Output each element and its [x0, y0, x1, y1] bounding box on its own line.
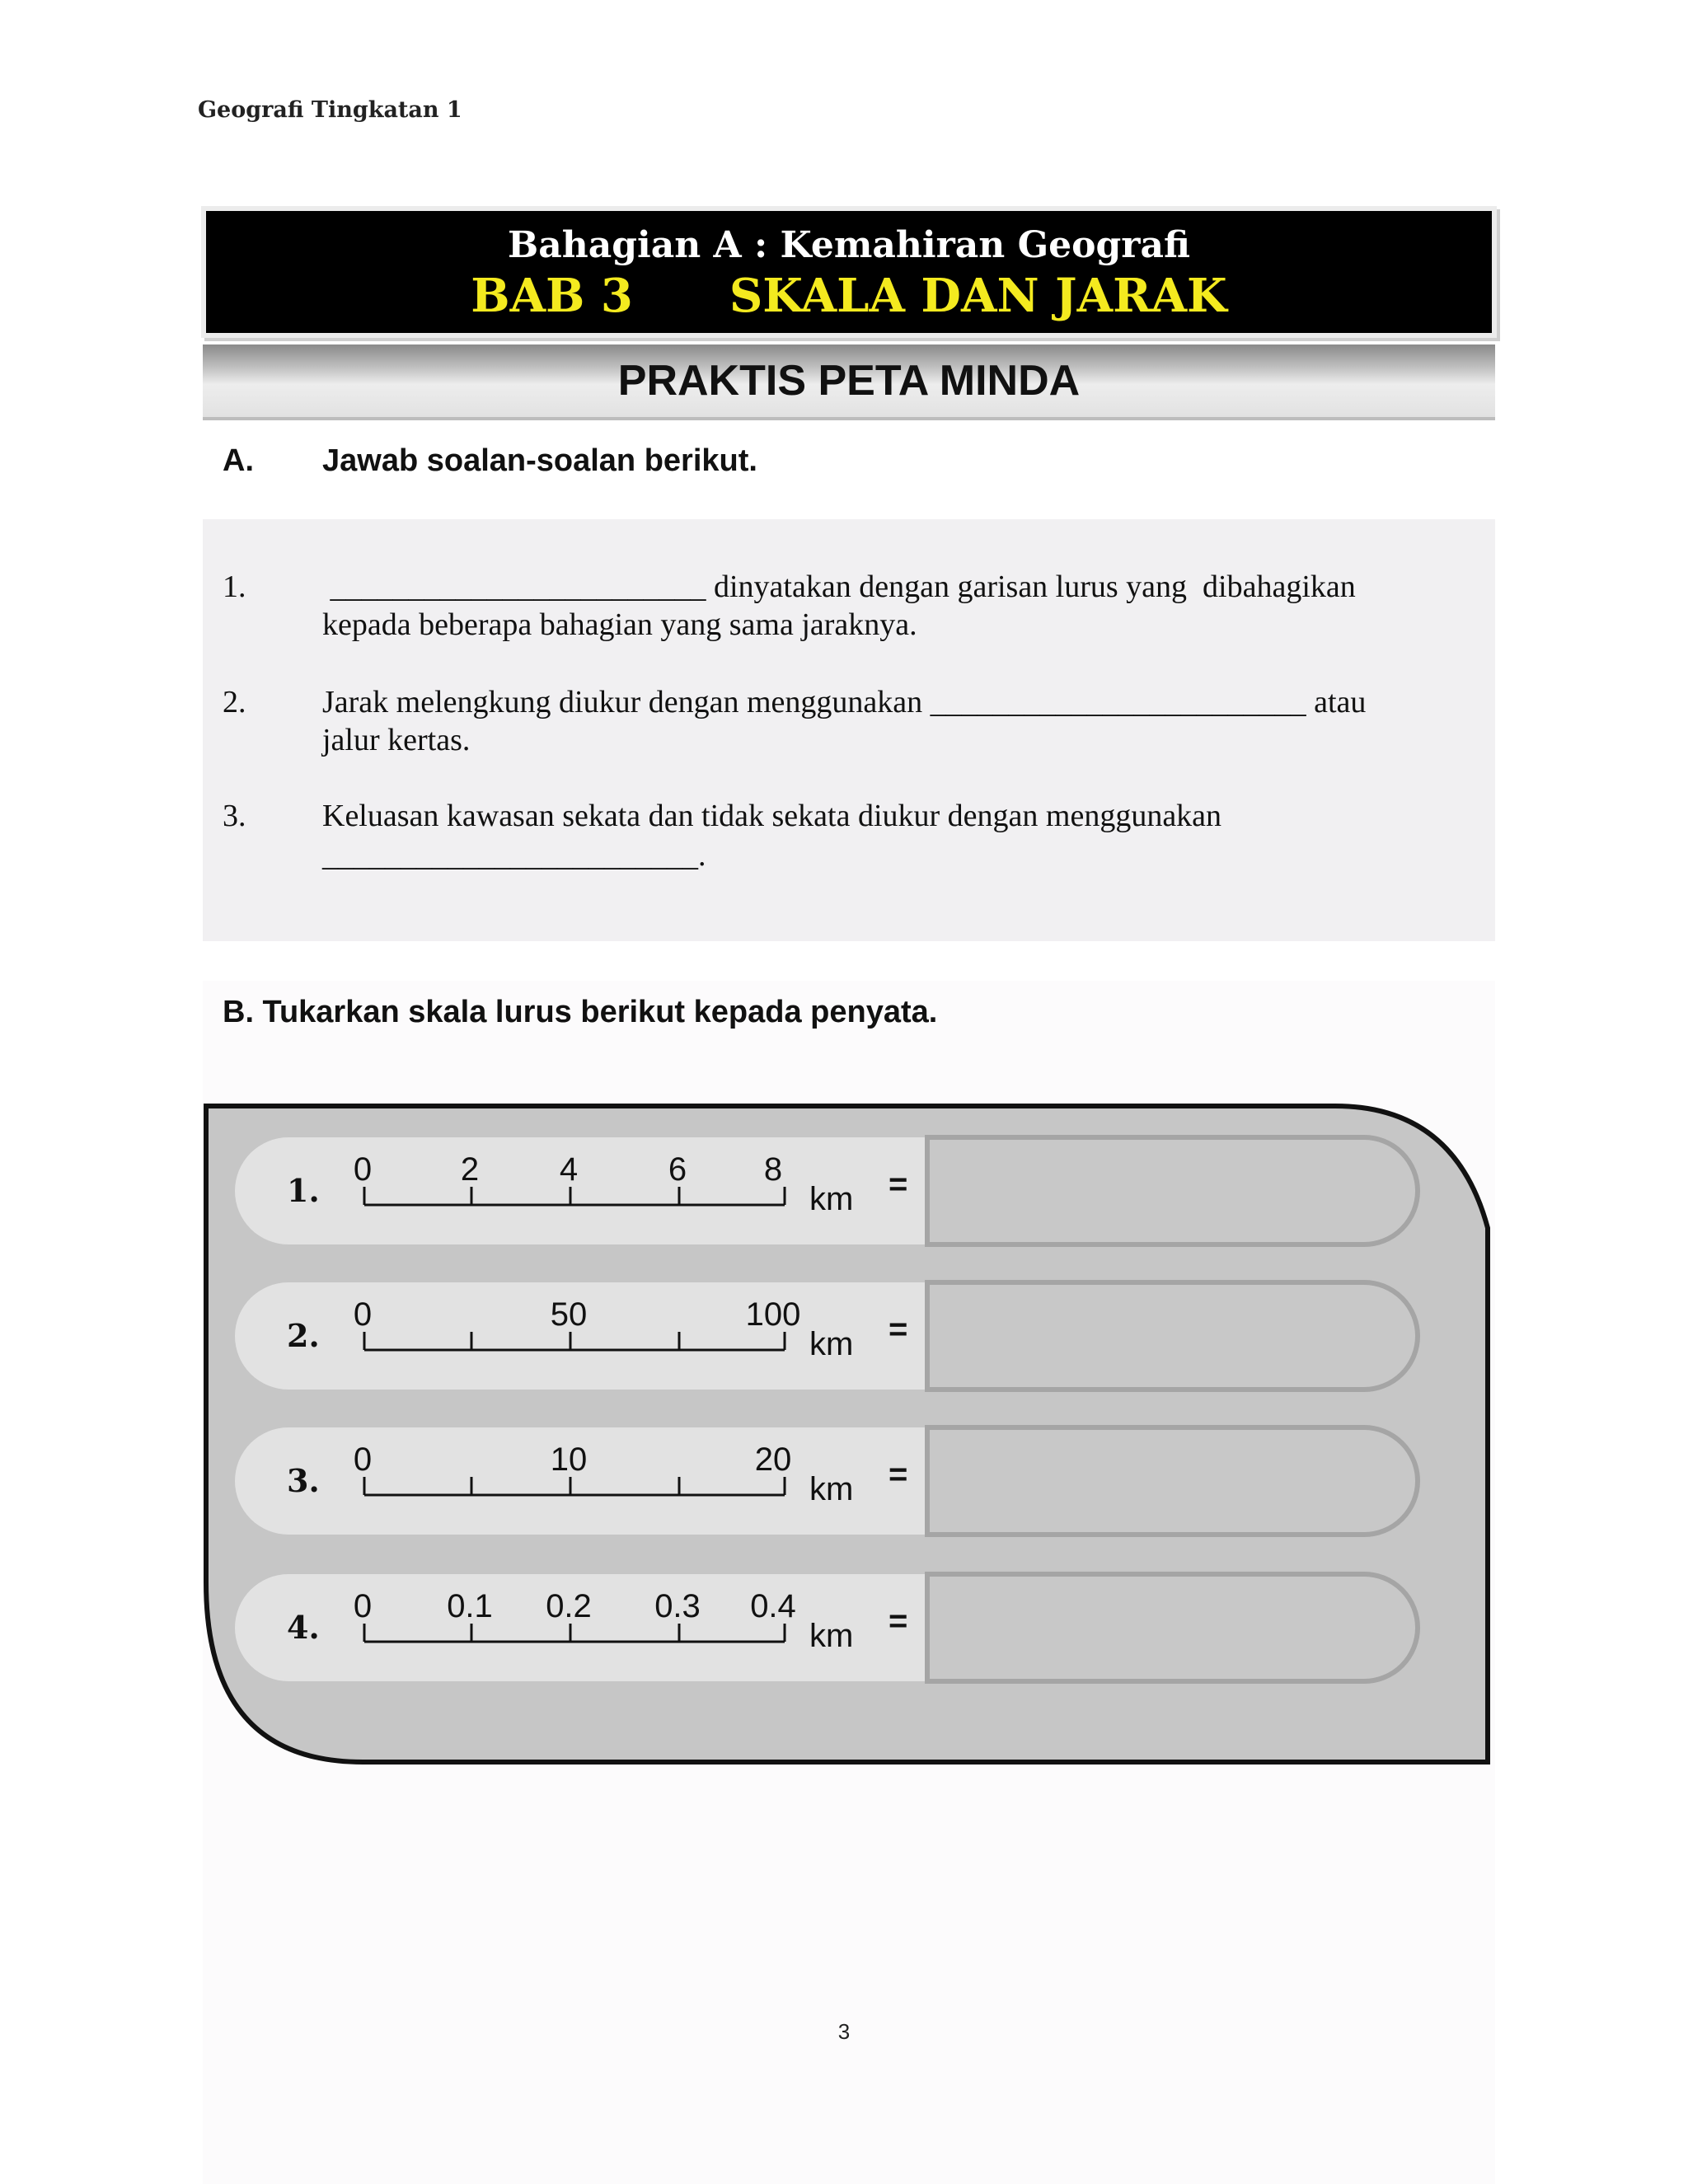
- scale-tick-label: 0: [353, 1441, 373, 1478]
- question-text: Jarak melengkung diukur dengan menggunakan ________________________ atau: [322, 685, 1367, 719]
- scale-tick-label: 8: [763, 1151, 783, 1188]
- question-text: ________________________.: [322, 838, 706, 873]
- page-number: 3: [837, 2019, 851, 2044]
- chapter-number: BAB 3: [471, 269, 633, 323]
- scale-tick-label: 20: [754, 1441, 792, 1478]
- equals-sign: =: [889, 1603, 908, 1639]
- scale-tick-label: 0: [353, 1588, 373, 1624]
- equals-sign: =: [889, 1311, 908, 1347]
- scale-row: [235, 1574, 1418, 1681]
- scale-row: [235, 1427, 1418, 1535]
- equals-sign: =: [889, 1456, 908, 1493]
- question-number: 2.: [223, 685, 246, 719]
- question-text: Keluasan kawasan sekata dan tidak sekata diukur dengan menggunakan: [322, 799, 1222, 833]
- answer-box: [927, 1282, 1418, 1390]
- question-text: ________________________ dinyatakan dengan garisan lurus yang dibahagikan: [322, 569, 1356, 604]
- question-text: kepada beberapa bahagian yang sama jaraknya.: [322, 607, 917, 642]
- scale-row: [235, 1282, 1418, 1390]
- answer-box: [927, 1137, 1418, 1244]
- scale-unit: km: [809, 1181, 854, 1217]
- row-number: 2.: [287, 1317, 320, 1354]
- scale-row: [235, 1137, 1418, 1244]
- section-title: Bahagian A : Kemahiran Geografi: [508, 224, 1190, 266]
- question-number: 1.: [223, 569, 246, 604]
- practice-title: PRAKTIS PETA MINDA: [617, 357, 1081, 405]
- answer-box: [927, 1574, 1418, 1681]
- scale-tick-label: 100: [745, 1296, 801, 1333]
- equals-sign: =: [889, 1166, 908, 1202]
- row-number: 1.: [287, 1172, 320, 1209]
- chapter-name: SKALA DAN JARAK: [729, 269, 1227, 323]
- section-b-instruction: B. Tukarkan skala lurus berikut kepada penyata.: [223, 995, 938, 1029]
- scale-tick-label: 6: [668, 1151, 687, 1188]
- scale-tick-label: 0: [353, 1296, 373, 1333]
- scale-tick-label: 4: [559, 1151, 579, 1188]
- scale-tick-label: 0: [353, 1151, 373, 1188]
- scale-unit: km: [809, 1471, 854, 1507]
- scale-tick-label: 50: [550, 1296, 588, 1333]
- scale-tick-label: 0.1: [447, 1588, 493, 1624]
- row-number: 3.: [287, 1462, 320, 1499]
- question-number: 3.: [223, 799, 246, 833]
- scale-unit: km: [809, 1326, 854, 1362]
- question-text: jalur kertas.: [322, 723, 471, 757]
- section-a-letter: A.: [223, 443, 254, 478]
- scale-tick-label: 0.2: [546, 1588, 592, 1624]
- running-header: Geografi Tingkatan 1: [198, 97, 462, 123]
- scale-tick-label: 10: [550, 1441, 588, 1478]
- scale-tick-label: 2: [460, 1151, 480, 1188]
- section-a-instruction: Jawab soalan-soalan berikut.: [322, 443, 757, 478]
- scale-tick-label: 0.3: [654, 1588, 701, 1624]
- scale-tick-label: 0.4: [750, 1588, 796, 1624]
- row-number: 4.: [287, 1609, 320, 1646]
- answer-box: [927, 1427, 1418, 1535]
- scale-unit: km: [809, 1618, 854, 1654]
